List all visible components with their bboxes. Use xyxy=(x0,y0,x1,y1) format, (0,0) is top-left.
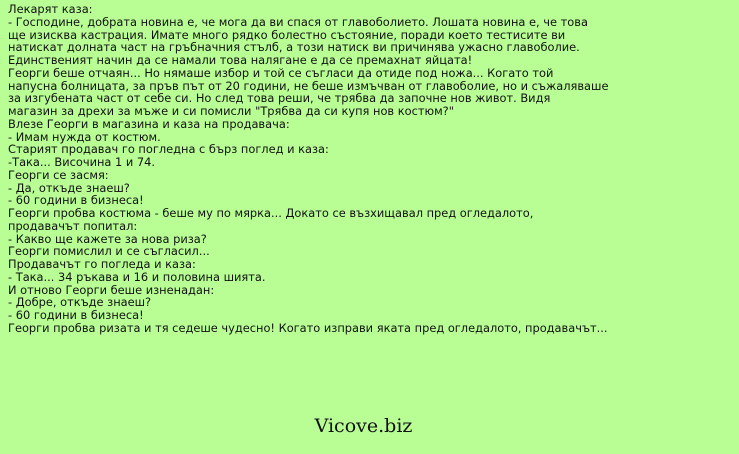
joke-line: Старият продавач го погледна с бърз поглед и каза: xyxy=(8,142,329,157)
joke-line: - Господине, добрата новина е, че мога да ви спася от главоболието. Лошата новина е, че това xyxy=(8,14,588,29)
joke-line: - Какво ще кажете за нова риза? xyxy=(8,231,207,246)
joke-line: магазин за дрехи за мъже и си помисли "Трябва да си купя нов костюм?" xyxy=(8,104,454,118)
joke-line: И отново Георги беше изненадан: xyxy=(8,282,215,297)
joke-line: Георги пробва ризата и тя седеше чудесно! Когато изправи яката пред огледалото, продавачът... xyxy=(8,320,608,335)
site-watermark: Vicove.biz xyxy=(314,415,413,437)
joke-line: ще изисква кастрация. Имате много рядко болестно състояние, поради което тестисите ви xyxy=(8,27,566,42)
joke-line: - 60 години в бизнеса! xyxy=(8,193,144,208)
joke-line: напусна болницата, за пръв път от 20 години, не беше измъчван от главоболие, но и съжаляваше xyxy=(8,78,609,93)
joke-line: Влезе Георги в магазина и каза на продавача: xyxy=(8,116,290,131)
joke-line: за изгубената част от себе си. Но след това реши, че трябва да започне нов живот. Видя xyxy=(8,91,551,106)
joke-text xyxy=(8,3,736,335)
joke-line: Продавачът го погледа и каза: xyxy=(8,257,196,271)
joke-line: Георги помислил и се съгласил... xyxy=(8,244,210,259)
joke-line: Георги беше отчаян... Но нямаше избор и той се съгласи да отиде под ножа... Когато той xyxy=(8,65,554,80)
joke-line: - Да, откъде знаеш? xyxy=(8,180,130,195)
joke-line: продавачът попитал: xyxy=(8,218,138,233)
joke-line: -Така... Височина 1 и 74. xyxy=(8,155,156,169)
joke-line: - Добре, откъде знаеш? xyxy=(8,295,152,310)
joke-line: Единственият начин да се намали това налягане е да се премахнат яйцата! xyxy=(8,53,473,67)
joke-line: - Имам нужда от костюм. xyxy=(8,129,161,144)
joke-line: Лекарят каза: xyxy=(8,2,93,16)
joke-line: Георги пробва костюма - беше му по мярка... Докато се възхищавал пред огледалото, xyxy=(8,206,534,220)
joke-line: натискат долната част на гръбначния стълб, а този натиск ви причинява ужасно главоболие. xyxy=(8,40,580,55)
joke-line: - Така... 34 ръкава и 16 и половина шията. xyxy=(8,269,266,284)
joke-line: Георги се засмя: xyxy=(8,167,109,182)
joke-line: - 60 години в бизнеса! xyxy=(8,308,144,322)
